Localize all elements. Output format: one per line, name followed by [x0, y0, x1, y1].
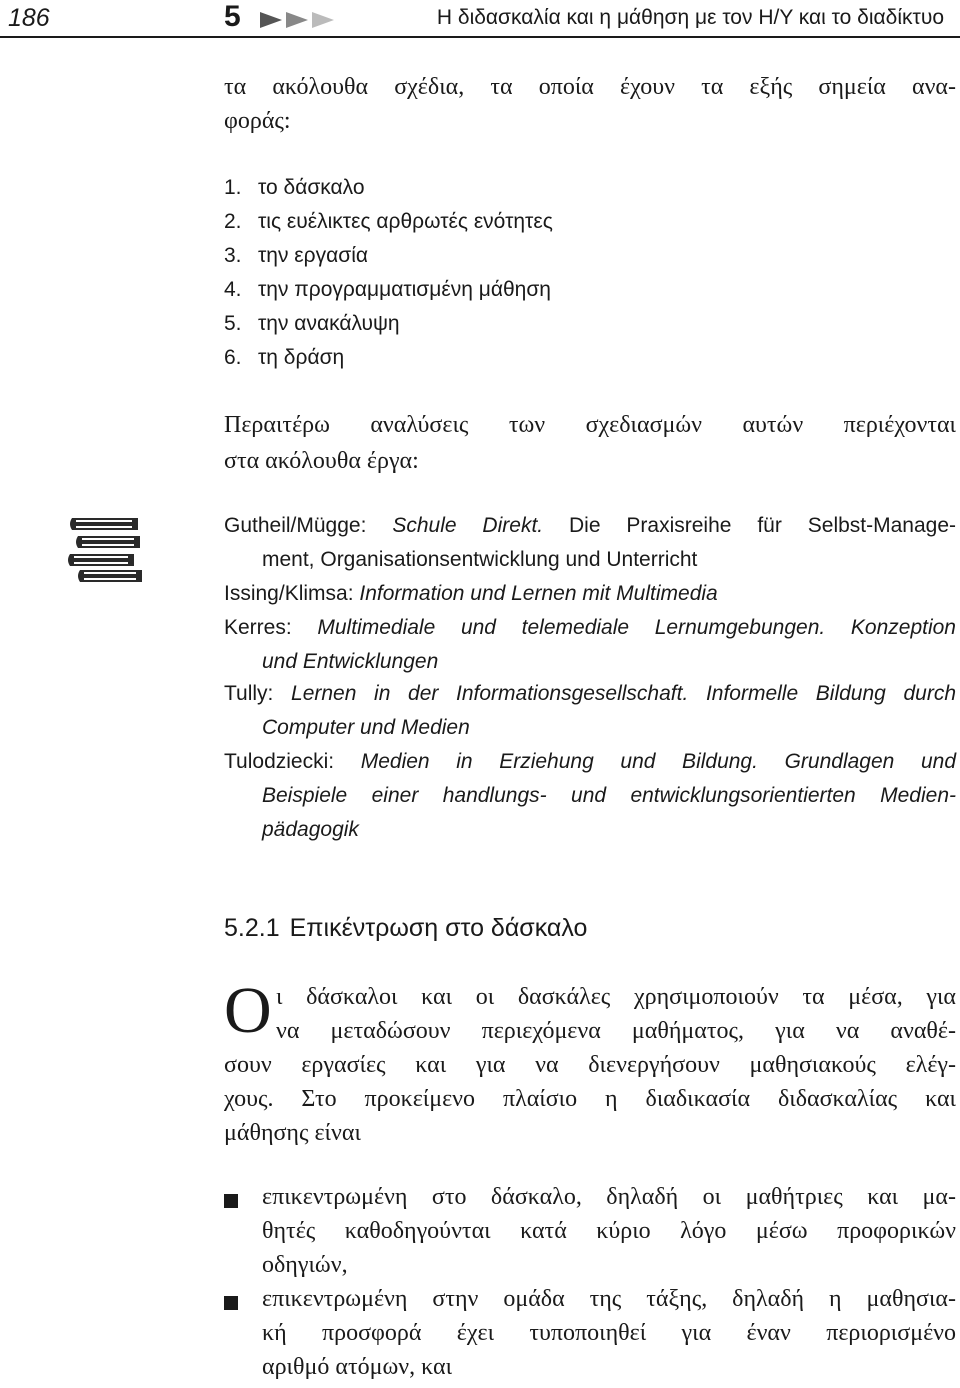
list-number: 3.: [224, 244, 242, 267]
list-text: την προγραμματισμένη μάθηση: [258, 278, 551, 301]
list-text: τις ευέλικτες αρθρωτές ενότητες: [258, 210, 553, 233]
bullet-square: [224, 1296, 238, 1310]
reference-subtitle: Computer und Medien: [262, 716, 470, 739]
list-text: τη δράση: [258, 346, 345, 369]
section-number: 5.2.1: [224, 914, 280, 942]
section-title: Επικέντρωση στο δάσκαλο: [289, 914, 588, 942]
books-icon: [68, 514, 144, 586]
reference-text: Grundlagen und: [757, 750, 956, 773]
reference-continuation: [262, 784, 956, 808]
reference-continuation: [262, 818, 359, 842]
reference-entry: [224, 616, 956, 640]
reference-text: Die Praxisreihe für Selbst-Manage-: [543, 514, 956, 537]
header-rule: [0, 36, 960, 38]
list-item: [224, 346, 344, 370]
reference-subtitle: Beispiele einer handlungs- und entwicklungsorientierten Medien-: [262, 784, 956, 807]
bullet-line: αριθμό ατόμων, και: [262, 1354, 453, 1380]
reference-author: Gutheil/Mügge:: [224, 514, 393, 537]
reference-subtitle: pädagogik: [262, 818, 359, 841]
bullet-line: οδηγιών,: [262, 1252, 348, 1278]
bullet-line: κή προσφορά έχει τυποποιηθεί για έναν περιορισμένο: [262, 1320, 956, 1346]
list-number: 6.: [224, 346, 242, 369]
reference-entry: [224, 582, 718, 606]
reference-continuation: [262, 716, 470, 740]
intro-line-1: τα ακόλουθα σχέδια, τα οποία έχουν τα εξής σημεία ανα-: [224, 74, 956, 100]
reference-title: Schule Direkt.: [392, 514, 544, 537]
reference-text: Konzeption: [825, 616, 956, 639]
list-text: την ανακάλυψη: [258, 312, 400, 335]
triple-arrow-icon: [260, 10, 338, 30]
drop-cap: Ο: [224, 974, 272, 1047]
reference-entry: [224, 514, 956, 538]
reference-subtitle: und Entwicklungen: [262, 650, 439, 673]
list-text: την εργασία: [258, 244, 369, 267]
intro-line-2: φοράς:: [224, 108, 291, 134]
running-title: Η διδασκαλία και η μάθηση με τον Η/Υ και το διαδίκτυο: [436, 6, 944, 29]
reference-author: Tulodziecki:: [224, 750, 361, 773]
reference-title: Multimediale und telemediale Lernumgebungen.: [317, 616, 826, 639]
section-heading: [224, 914, 587, 943]
chapter-number: 5: [224, 0, 241, 33]
reference-text: Informelle Bildung durch: [688, 682, 957, 705]
paragraph-line: χους. Στο προκείμενο πλαίσιο η διαδικασία διδασκαλίας και: [224, 1086, 956, 1112]
reference-continuation: ment, Organisationsentwicklung und Unterricht: [262, 548, 698, 571]
paragraph-line: να μεταδώσουν περιεχόμενα μαθήματος, για να αναθέ-: [276, 1018, 956, 1044]
bullet-line: θητές καθοδηγούνται κατά κύριο λόγο μέσω προφορικών: [262, 1218, 956, 1244]
list-item: [224, 176, 365, 200]
list-item: [224, 244, 368, 268]
bullet-square: [224, 1194, 238, 1208]
reference-title: Medien in Erziehung und Bildung.: [360, 750, 758, 773]
page-header: [0, 0, 960, 40]
reference-continuation: [262, 650, 438, 674]
list-number: 1.: [224, 176, 242, 199]
list-item: [224, 278, 551, 302]
list-number: 4.: [224, 278, 242, 301]
reference-title: Lernen in der Informationsgesellschaft.: [291, 682, 689, 705]
reference-title: Information und Lernen mit Multimedia: [359, 582, 718, 605]
further-line-2: στα ακόλουθα έργα:: [224, 448, 419, 474]
paragraph-line: ι δάσκαλοι και οι δασκάλες χρησιμοποιούν τα μέσα, για: [276, 984, 956, 1010]
paragraph-line: μάθησης είναι: [224, 1120, 361, 1146]
list-text: το δάσκαλο: [258, 176, 365, 199]
reference-author: Tully:: [224, 682, 292, 705]
reference-author: Issing/Klimsa:: [224, 582, 360, 605]
reference-entry: [224, 750, 956, 774]
bullet-line: επικεντρωμένη στην ομάδα της τάξης, δηλαδή η μαθησια-: [262, 1286, 956, 1312]
list-item: [224, 312, 400, 336]
reference-entry: [224, 682, 956, 706]
reference-author: Kerres:: [224, 616, 318, 639]
list-item: [224, 210, 553, 234]
list-number: 5.: [224, 312, 242, 335]
list-number: 2.: [224, 210, 242, 233]
further-line-1: Περαιτέρω αναλύσεις των σχεδιασμών αυτών περιέχονται: [224, 412, 956, 438]
page-number: 186: [8, 4, 50, 32]
paragraph-line: σουν εργασίες και για να διενεργήσουν μαθησιακούς ελέγ-: [224, 1052, 956, 1078]
bullet-line: επικεντρωμένη στο δάσκαλο, δηλαδή οι μαθήτριες και μα-: [262, 1184, 956, 1210]
